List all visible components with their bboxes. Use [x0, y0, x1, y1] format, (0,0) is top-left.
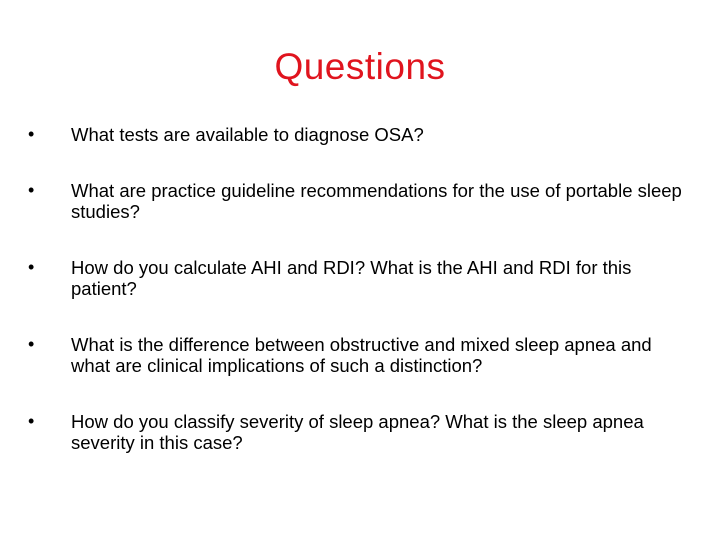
question-item: [28, 180, 688, 222]
question-item: [28, 334, 688, 376]
question-item: [28, 411, 688, 453]
question-text: How do you classify severity of sleep apnea? What is the sleep apnea severity in this case?: [71, 411, 644, 453]
bullet-icon: •: [28, 411, 35, 431]
question-text: How do you calculate AHI and RDI? What is the AHI and RDI for this patient?: [71, 257, 632, 299]
question-item: [28, 257, 688, 299]
slide-title: Questions: [274, 46, 446, 87]
question-text: What is the difference between obstructive and mixed sleep apnea and what are clinical implications of such a distinction?: [71, 334, 652, 376]
bullet-icon: •: [28, 257, 35, 277]
bullet-icon: •: [28, 334, 35, 354]
bullet-icon: •: [28, 124, 35, 144]
question-text: What tests are available to diagnose OSA?: [71, 124, 424, 145]
question-item: [28, 124, 688, 145]
question-text: What are practice guideline recommendations for the use of portable sleep studies?: [71, 180, 682, 222]
question-list: [28, 124, 688, 488]
bullet-icon: •: [28, 180, 35, 200]
